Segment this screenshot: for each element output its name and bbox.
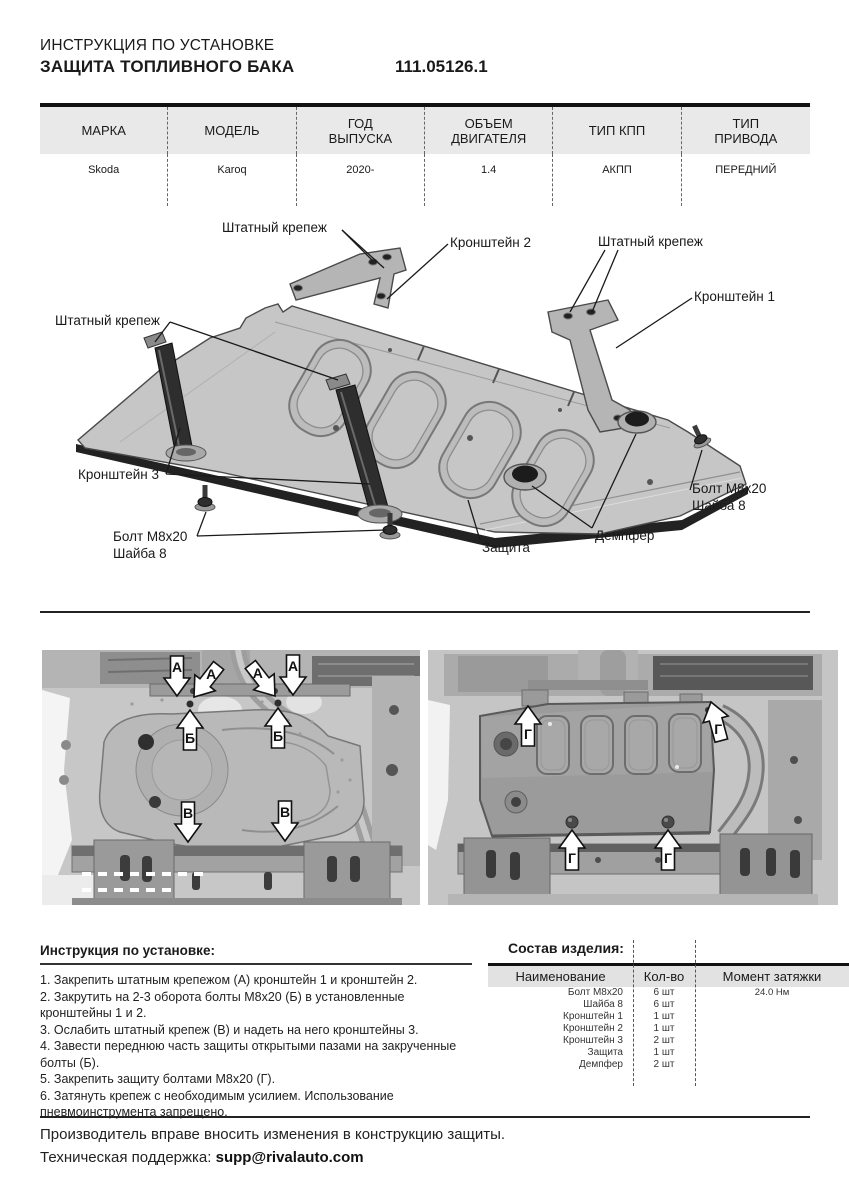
svg-text:А: А [287, 658, 299, 674]
svg-text:А: А [252, 664, 263, 681]
step-4: 4. Завести переднюю часть защиты открытыми пазами на закрученные болты (Б). [40, 1039, 457, 1070]
photo-shield-installed [428, 650, 838, 905]
parts-row: Болт М8х20 6 шт 24.0 Нм [567, 987, 790, 998]
parts-row: Защита 1 шт [587, 1047, 675, 1058]
step-2: 2. Закрутить на 2-3 оборота болты М8х20 (Б) в установленные кронштейны 1 и 2. [40, 989, 405, 1020]
val-model: Karoq [168, 154, 296, 206]
label-washer-left: Шайба 8 [113, 546, 167, 561]
parts-row: Шайба 8 6 шт [583, 999, 675, 1010]
page-title: ЗАЩИТА ТОПЛИВНОГО БАКА [40, 57, 295, 76]
step-1: 1. Закрепить штатным крепежом (А) кронштейн 1 и кронштейн 2. [40, 973, 418, 987]
parts-vline-2 [695, 940, 696, 1086]
parts-row: Кронштейн 1 1 шт [563, 1011, 675, 1022]
parts-row: Демпфер 2 шт [579, 1059, 675, 1070]
label-fastener-left: Штатный крепеж [55, 313, 160, 328]
label-fastener-top: Штатный крепеж [222, 220, 327, 235]
svg-text:Г: Г [664, 850, 672, 866]
label-bolt-left: Болт М8х20 [113, 529, 188, 544]
step-3: 3. Ослабить штатный крепеж (В) и надеть на него кронштейны 3. [40, 1022, 419, 1037]
parts-row: Кронштейн 2 1 шт [563, 1023, 675, 1034]
damper-lower [504, 464, 546, 490]
val-drive: ПЕРЕДНИЙ [715, 164, 777, 176]
parts-col-name: Наименование [515, 969, 606, 984]
svg-text:А: А [171, 659, 183, 675]
val-gearbox: АКПП [553, 154, 681, 206]
svg-text:Г: Г [524, 726, 532, 742]
damper-upper [618, 411, 656, 433]
svg-text:В: В [279, 804, 291, 820]
step-6: 6. Затянуть крепеж с необходимым усилием. Использование пневмоинструмента запрещено. [40, 1088, 394, 1119]
support-email[interactable]: supp@rivalauto.com [215, 1149, 364, 1166]
col-year: ГОД ВЫПУСКА [297, 107, 425, 154]
parts-col-torque: Момент затяжки [722, 969, 822, 984]
val-year: 2020- [297, 154, 425, 206]
doc-type: ИНСТРУКЦИЯ ПО УСТАНОВКЕ [40, 37, 275, 54]
parts-table [488, 963, 849, 1071]
section-divider [40, 611, 810, 613]
footer-divider [40, 1116, 810, 1118]
label-bolt-washer-left [113, 528, 187, 562]
col-engine: ОБЪЕМ ДВИГАТЕЛЯ [425, 107, 553, 154]
svg-text:Г: Г [568, 850, 576, 866]
vehicle-table-values [40, 154, 810, 206]
label-bracket-3: Кронштейн 3 [78, 467, 159, 482]
parts-col-qty: Кол-во [643, 969, 685, 984]
bracket-2-part [290, 248, 406, 308]
instructions-steps [40, 972, 472, 1121]
footer-support [40, 1149, 364, 1166]
instructions-section [40, 943, 472, 1121]
col-marka: МАРКА [40, 107, 168, 154]
photo-underbody-stock [42, 650, 420, 905]
col-drive: ТИП ПРИВОДА [714, 115, 778, 146]
label-damper: Демпфер [595, 528, 655, 543]
parts-table-header [488, 966, 849, 987]
support-label: Техническая поддержка: [40, 1149, 212, 1166]
step-5: 5. Закрепить защиту болтами М8х20 (Г). [40, 1072, 276, 1086]
footer-notice: Производитель вправе вносить изменения в конструкцию защиты. [40, 1126, 506, 1143]
label-shield: Защита [482, 540, 530, 555]
svg-text:Г: Г [714, 721, 723, 738]
val-engine: 1.4 [425, 154, 553, 206]
svg-text:Б: Б [272, 728, 284, 744]
vehicle-table [40, 103, 810, 206]
label-bolt-washer-right [692, 480, 766, 514]
parts-vline-1 [633, 940, 634, 1086]
instructions-rule [40, 963, 472, 965]
bolt-1 [195, 485, 215, 511]
svg-text:Б: Б [184, 730, 196, 746]
label-fastener-right: Штатный крепеж [598, 234, 703, 249]
val-marka: Skoda [40, 154, 168, 206]
svg-text:В: В [182, 805, 194, 821]
col-model: МОДЕЛЬ [168, 107, 296, 154]
label-bolt-right: Болт М8х20 [692, 481, 767, 496]
label-bracket-2: Кронштейн 2 [450, 235, 531, 250]
parts-row: Кронштейн 3 2 шт [563, 1035, 675, 1046]
label-bracket-1: Кронштейн 1 [694, 289, 775, 304]
svg-text:А: А [206, 665, 217, 682]
col-gearbox: ТИП КПП [553, 107, 681, 154]
vehicle-table-header [40, 107, 810, 154]
instructions-heading: Инструкция по установке: [40, 943, 215, 958]
label-washer-right: Шайба 8 [692, 498, 746, 513]
parts-heading: Состав изделия: [508, 940, 624, 956]
part-number: 111.05126.1 [395, 57, 488, 76]
parts-section [488, 940, 849, 1071]
